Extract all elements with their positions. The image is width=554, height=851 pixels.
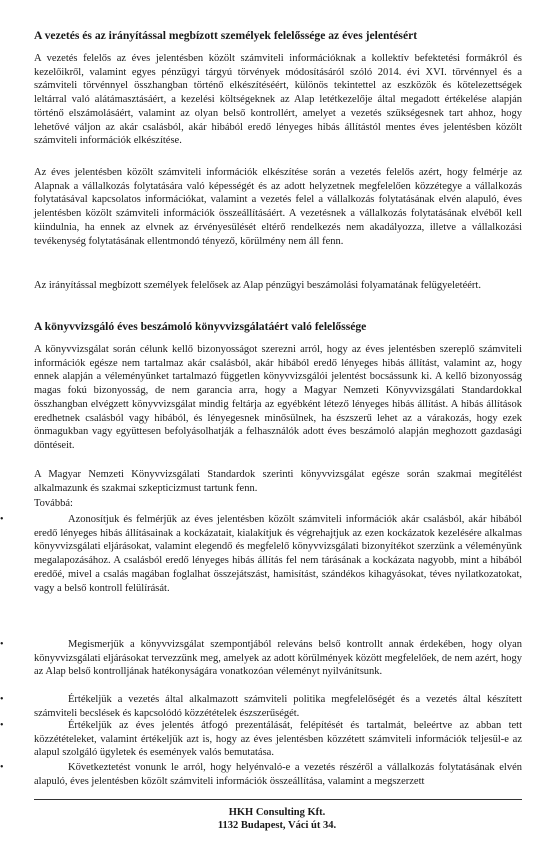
bullet-icon: • <box>0 514 4 525</box>
list-item-text: Megismerjük a könyvvizsgálat szempontjából releváns belső kontrollt annak érdekében, hogy olyan könyvvizsgálati eljárásokat tervezzünk meg, amelyek az adott körülmények között megfelelőek, de nem azért, hogy az Alap belső kontrolljának hatékonyságára vonatkozóan véleményt nyilvánítsunk. <box>34 639 522 678</box>
bullet-icon: • <box>0 720 4 731</box>
list-item-presentation <box>0 719 522 760</box>
paragraph-furthermore: Továbbá: <box>34 498 73 509</box>
paragraph-audit-objective: A könyvvizsgálat során célunk kellő bizonyosságot szerezni arról, hogy az éves jelentésben szereplő számviteli információk egésze nem tartalmaz akár csalásból, akár hibából eredő lényeges hibás állítást, valamint az, hogy ennek alapján a véleményünket tartalmazó független könyvvizsgálói jelentést bocsássunk ki. A kellő bizonyosság magas fokú bizonyosság, de nem garancia arra, hogy a Magyar Nemzeti Könyvvizsgálati Standardokkal összhangban elvégzett könyvvizsgálat mindig feltárja az egyébként létező lényeges hibás állítást. A hibás állítások eredhetnek csalásból vagy hibából, és lényegesnek minősülnek, ha észszerű lehet az a várakozás, hogy ezek önmagukban vagy együttesen befolyásolhatják a felhasználók adott éves beszámoló alapján meghozott gazdasági döntéseit. <box>34 344 522 451</box>
list-item-text: Értékeljük a vezetés által alkalmazott számviteli politika megfelelőségét és a vezetés által készített számviteli becslések és kapcsolódó közzétételek észszerűségét. <box>34 694 522 719</box>
paragraph-professional-skepticism: A Magyar Nemzeti Könyvvizsgálati Standardok szerinti könyvvizsgálat egésze során szakmai megítélést alkalmazunk és szakmai szkepticizmust tartunk fenn. <box>34 469 522 494</box>
list-item-internal-control <box>0 638 522 679</box>
list-item-going-concern-conclusion <box>0 761 522 788</box>
bullet-icon: • <box>0 762 4 773</box>
list-item-text: Következtetést vonunk le arról, hogy helyénvaló-e a vezetés részéről a vállalkozás folytatásának elvén alapuló, éves jelentésben közölt számviteli információk összeállítása, valamint a megszerzett <box>34 762 522 787</box>
footer-divider <box>34 799 522 800</box>
bullet-icon: • <box>0 694 4 705</box>
list-item-text: Azonosítjuk és felmérjük az éves jelentésben közölt számviteli információk akár csalásból, akár hibából eredő lényeges hibás állításainak a kockázatait, kialakítjuk és végrehajtjuk az ezen kockázatok kezelésére alkalmas könyvvizsgálati eljárásokat, valamint elegendő és megfelelő könyvvizsgálati bizonyítékot szerzünk a véleményünk megalapozásához. A csalásból eredő lényeges hibás állítás fel nem tárásának a kockázata nagyobb, mint a hibából eredőé, mivel a csalás magában foglalhat összejátszást, hamisítást, szándékos kihagyásokat, téves nyilatkozatokat, vagy a belső kontroll felülírását. <box>34 514 522 594</box>
footer-company-name: HKH Consulting Kft. <box>228 807 326 818</box>
bullet-icon: • <box>0 639 4 650</box>
footer-address: 1132 Budapest, Váci út 34. <box>217 820 337 831</box>
section-heading-management-responsibility: A vezetés és az irányítással megbízott személyek felelőssége az éves jelentésért <box>34 29 418 42</box>
paragraph-going-concern: Az éves jelentésben közölt számviteli információk elkészítése során a vezetés felelős azért, hogy felmérje az Alapnak a vállalkozás folytatására való képességét és az adott helyzetnek megfelelően közzétegye a vállalkozás folytatásával kapcsolatos információkat, valamint a vezetés felel a vállalkozás folytatásának elvén alapuló, éves jelentésben közölt számviteli információk összeállításáért. A vezetésnek a vállalkozás folytatásának elvéből kell kiindulnia, ha ennek az elvnek az érvényesülését eltérő rendelkezés nem akadályozza, illetve a vállalkozási tevékenység folytatásának ellentmondó tényező, körülmény nem áll fenn. <box>34 167 522 247</box>
paragraph-management-responsibility: A vezetés felelős az éves jelentésben közölt számviteli információknak a kollektív befektetési formákról és kezelőikről, valamint egyes pénzügyi tárgyú törvények módosításáról szóló 2014. évi XVI. törvénnyel és a számviteli törvénnyel összhangban történő elkészítéséért, különös tekintettel az eszközök és kötelezettségek leltárral való alátámasztásáért, a kezelési költségeknek az Alap letétkezelője által megadott értékelése alapján történő elszámolásáért, valamint az olyan belső kontrollért, amelyet a vezetés szükségesnek tart ahhoz, hogy lehetővé váljon az akár csalásból, akár hibából eredő lényeges hibás állítástól mentes éves jelentésben közölt számviteli információk elkészítése. <box>34 53 522 147</box>
list-item-text: Értékeljük az éves jelentés átfogó prezentálását, felépítését és tartalmát, beleértve az abban tett közzétételeket, valamint értékeljük azt is, hogy az éves jelentésben közzétett számviteli információk teljesül-e az alapul szolgáló ügyletek és események valós bemutatása. <box>34 720 522 759</box>
section-heading-auditor-responsibility: A könyvvizsgáló éves beszámoló könyvvizsgálatáért való felelőssége <box>34 320 367 333</box>
paragraph-governance-oversight: Az irányítással megbízott személyek felelősek az Alap pénzügyi beszámolási folyamatának felügyeletéért. <box>34 280 481 291</box>
list-item-accounting-policies <box>0 693 522 720</box>
list-item-risk-assessment <box>0 513 522 595</box>
